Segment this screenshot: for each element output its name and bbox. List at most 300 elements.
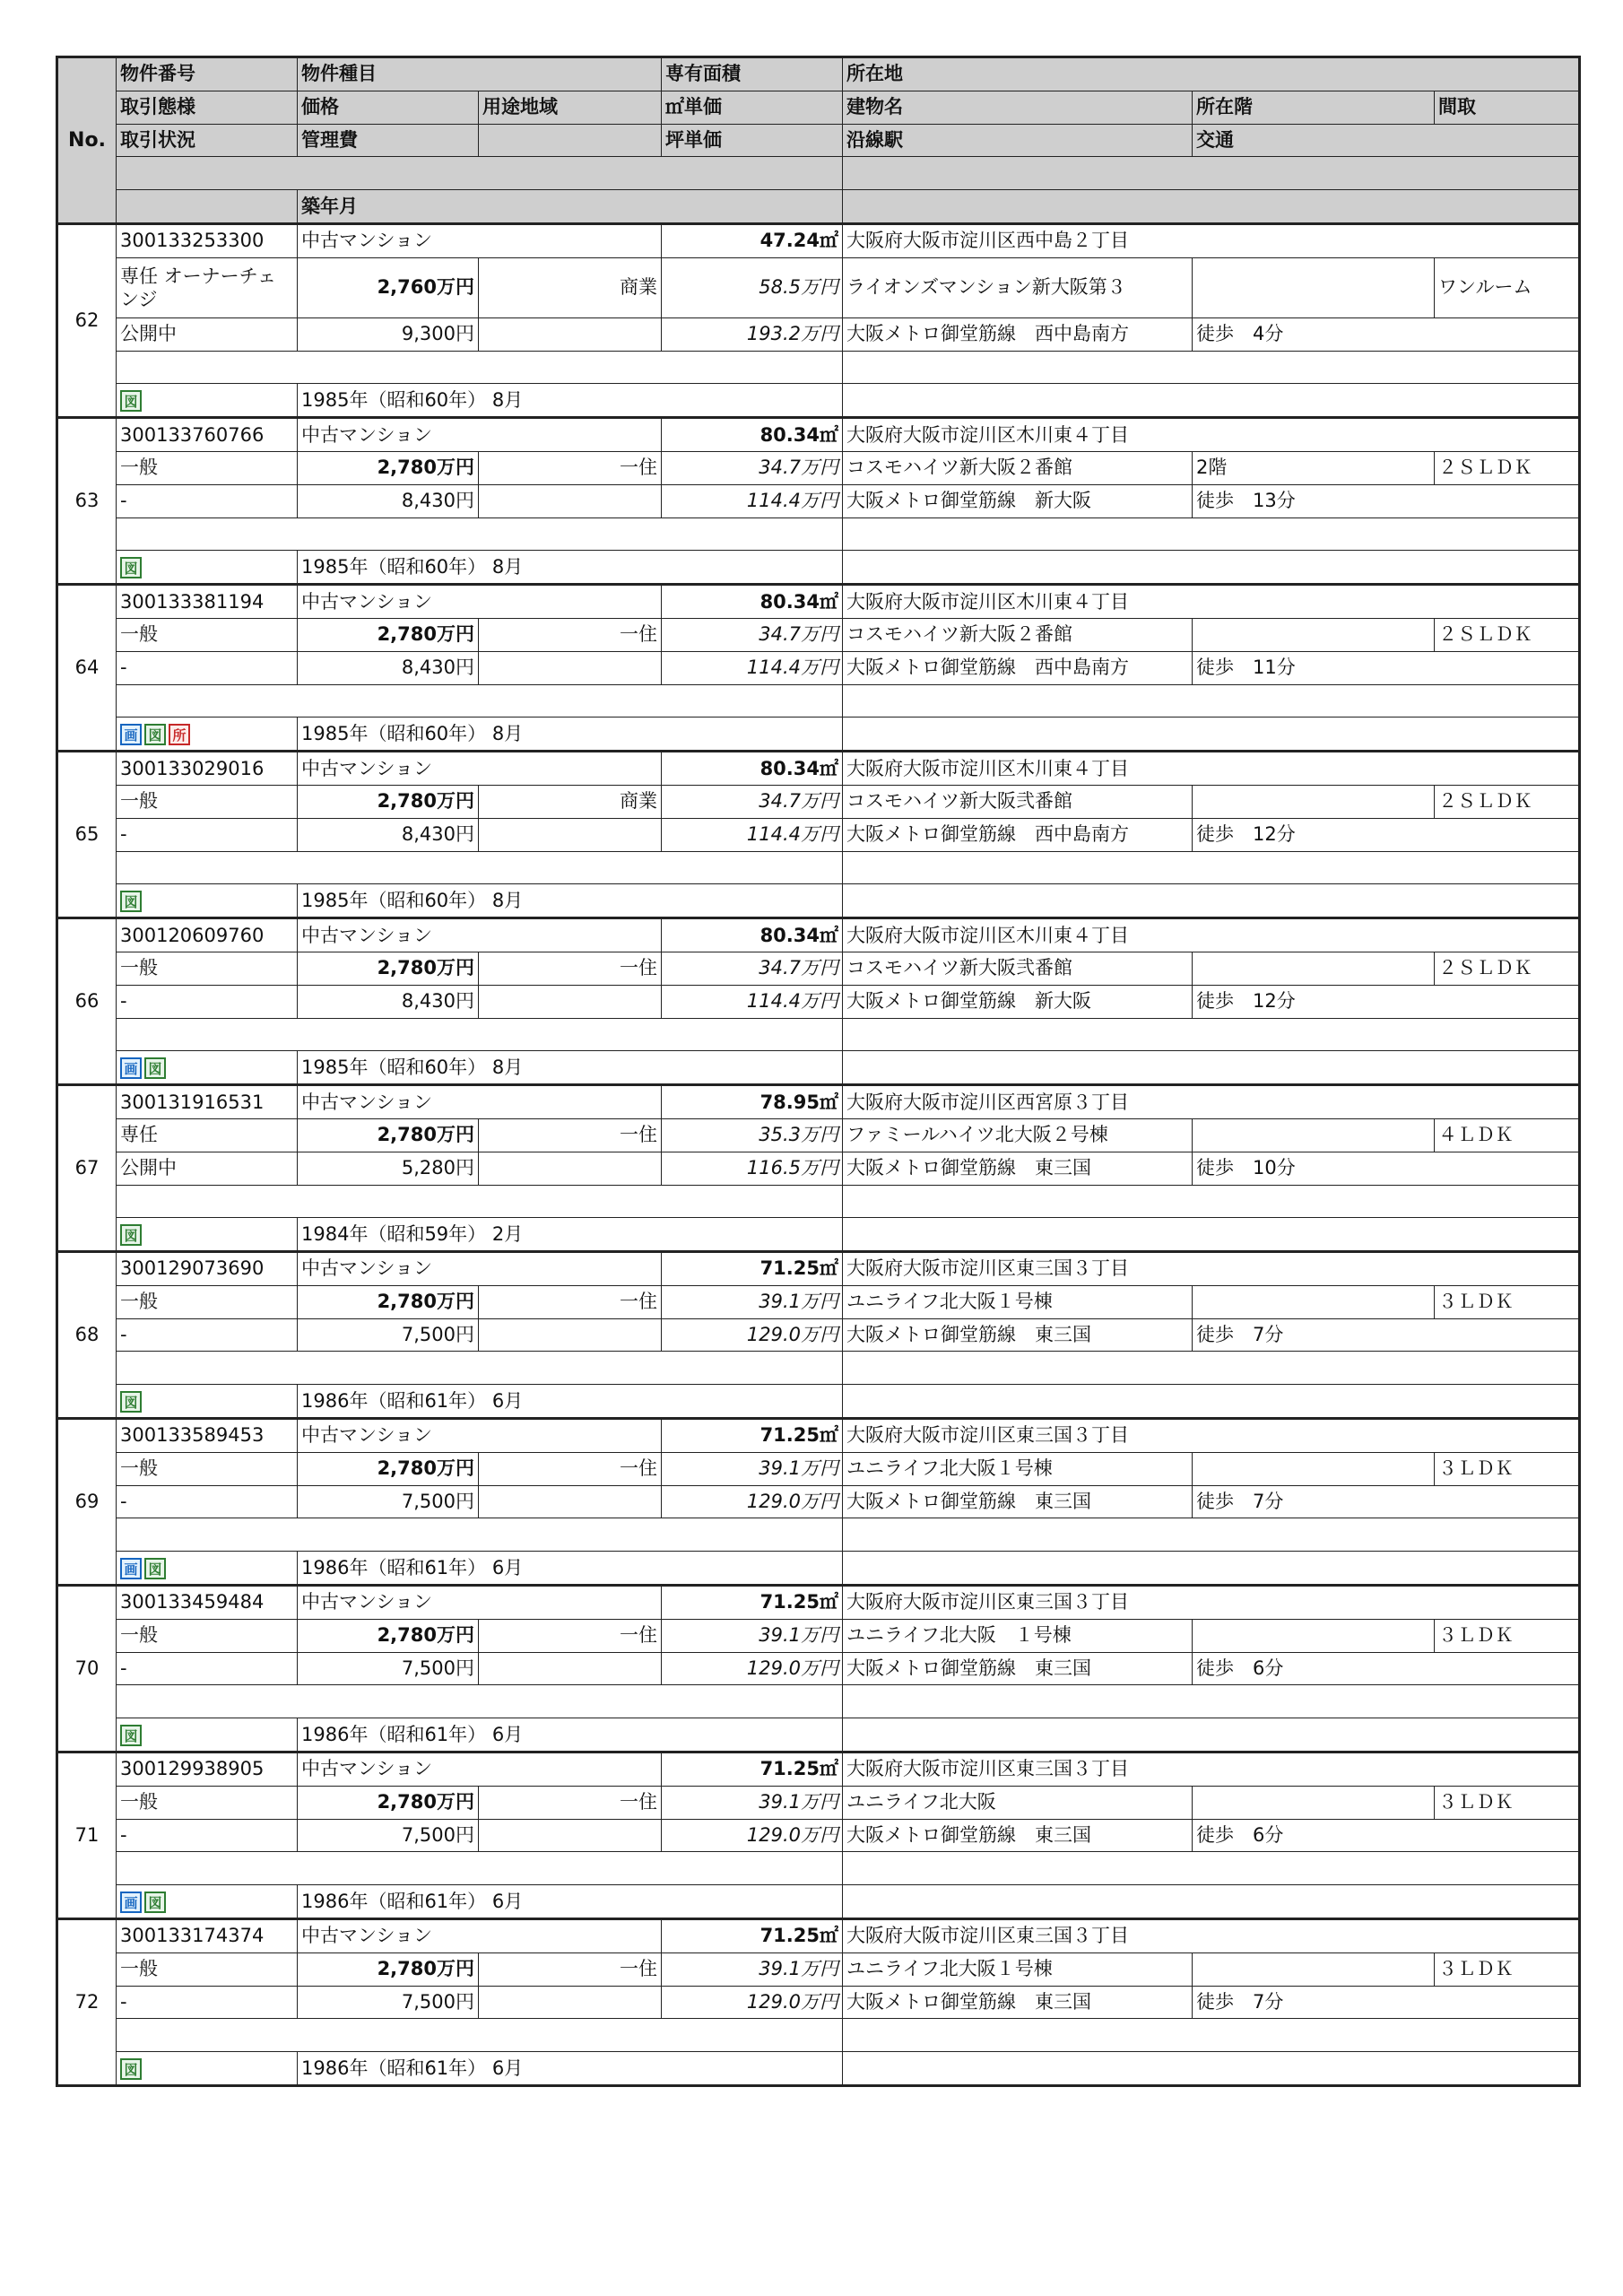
floor-area: 71.25㎡ — [662, 1586, 843, 1620]
floor — [1193, 1118, 1435, 1152]
table-row — [57, 785, 1580, 818]
record-no: 63 — [57, 418, 117, 585]
address: 大阪府大阪市淀川区西宮原３丁目 — [843, 1085, 1580, 1119]
table-row — [57, 2052, 1580, 2086]
line-station: 大阪メトロ御堂筋線 西中島南方 — [843, 317, 1193, 351]
zoning: 一住 — [479, 1952, 662, 1986]
layout: ３ＬＤＫ — [1435, 1452, 1580, 1485]
access: 徒歩 10分 — [1193, 1152, 1580, 1185]
line-station: 大阪メトロ御堂筋線 東三国 — [843, 1986, 1193, 2019]
zoning: 商業 — [479, 257, 662, 317]
table-row — [57, 1252, 1580, 1286]
attachment-icons — [117, 384, 298, 418]
table-row — [57, 752, 1580, 786]
built-date: 1985年（昭和60年） 8月 — [298, 884, 843, 918]
transaction-status: - — [117, 484, 298, 517]
tsubo-price: 114.4万円 — [662, 818, 843, 851]
blank-row-right — [843, 1685, 1580, 1718]
table-row — [57, 1152, 1580, 1185]
table-row — [57, 1085, 1580, 1119]
property-id: 300129938905 — [117, 1752, 298, 1787]
sqm-price: 34.7万円 — [662, 618, 843, 651]
property-type: 中古マンション — [298, 918, 662, 952]
management-fee: 7,500円 — [298, 1819, 479, 1852]
blank-cell — [479, 985, 662, 1018]
transaction-mode: 専任 — [117, 1118, 298, 1152]
building-name: コスモハイツ新大阪弐番館 — [843, 785, 1193, 818]
floor-area: 71.25㎡ — [662, 1919, 843, 1953]
price: 2,780万円 — [298, 618, 479, 651]
blank-cell — [479, 1819, 662, 1852]
blank-row — [117, 1685, 843, 1718]
table-row — [57, 618, 1580, 651]
floor-area: 80.34㎡ — [662, 585, 843, 619]
building-name: ユニライフ北大阪１号棟 — [843, 1285, 1193, 1318]
blank-cell — [479, 1986, 662, 2019]
sqm-price: 34.7万円 — [662, 952, 843, 985]
transaction-mode: 一般 — [117, 1452, 298, 1485]
transaction-status: - — [117, 818, 298, 851]
header-blank-cell — [117, 190, 298, 224]
transaction-status: - — [117, 1819, 298, 1852]
management-fee: 9,300円 — [298, 317, 479, 351]
header-built-date: 築年月 — [298, 190, 843, 224]
zoning: 商業 — [479, 785, 662, 818]
records-body — [57, 223, 1580, 2085]
transaction-mode: 一般 — [117, 1786, 298, 1819]
table-row — [57, 1452, 1580, 1485]
blank-right — [843, 1718, 1580, 1752]
transaction-status: - — [117, 1986, 298, 2019]
management-fee: 5,280円 — [298, 1152, 479, 1185]
record-no: 64 — [57, 585, 117, 752]
floor — [1193, 1285, 1435, 1318]
table-row — [57, 1586, 1580, 1620]
header-price: 価格 — [298, 91, 479, 124]
built-date: 1986年（昭和61年） 6月 — [298, 1885, 843, 1919]
record-no: 71 — [57, 1752, 117, 1919]
layout: ２ＳＬＤＫ — [1435, 618, 1580, 651]
floor-plan-icon[interactable]: 図 — [120, 891, 142, 912]
property-type: 中古マンション — [298, 418, 662, 452]
table-row — [57, 818, 1580, 851]
record-no: 72 — [57, 1919, 117, 2086]
building-name: ユニライフ北大阪 １号棟 — [843, 1619, 1193, 1652]
table-row — [57, 1051, 1580, 1085]
table-row — [57, 1552, 1580, 1586]
zoning: 一住 — [479, 1786, 662, 1819]
header-no: No. — [57, 57, 117, 224]
header-address: 所在地 — [843, 57, 1580, 91]
header-zoning: 用途地域 — [479, 91, 662, 124]
table-row — [57, 1419, 1580, 1453]
floor-plan-icon[interactable]: 図 — [144, 1558, 166, 1579]
transaction-mode: 一般 — [117, 1952, 298, 1986]
attachment-icons — [117, 1885, 298, 1919]
blank-row-right — [843, 851, 1580, 884]
access: 徒歩 6分 — [1193, 1819, 1580, 1852]
header-line-station: 沿線駅 — [843, 124, 1193, 157]
blank-right — [843, 1218, 1580, 1252]
blank-row — [117, 2019, 843, 2052]
transaction-mode: 一般 — [117, 451, 298, 484]
record-no: 65 — [57, 752, 117, 918]
table-row — [57, 351, 1580, 384]
price: 2,780万円 — [298, 1118, 479, 1152]
floor-plan-icon[interactable]: 図 — [120, 1725, 142, 1746]
table-row — [57, 1518, 1580, 1552]
access: 徒歩 12分 — [1193, 818, 1580, 851]
table-row — [57, 317, 1580, 351]
attachment-icons — [117, 1051, 298, 1085]
line-station: 大阪メトロ御堂筋線 西中島南方 — [843, 651, 1193, 684]
built-date: 1986年（昭和61年） 6月 — [298, 2052, 843, 2086]
header-tsubo-price: 坪単価 — [662, 124, 843, 157]
access: 徒歩 6分 — [1193, 1652, 1580, 1685]
blank-cell — [479, 818, 662, 851]
zoning: 一住 — [479, 1285, 662, 1318]
line-station: 大阪メトロ御堂筋線 東三国 — [843, 1485, 1193, 1518]
price: 2,780万円 — [298, 1285, 479, 1318]
address: 大阪府大阪市淀川区木川東４丁目 — [843, 918, 1580, 952]
address: 大阪府大阪市淀川区木川東４丁目 — [843, 752, 1580, 786]
layout: ２ＳＬＤＫ — [1435, 952, 1580, 985]
blank-cell — [479, 484, 662, 517]
floor — [1193, 1786, 1435, 1819]
table-row — [57, 1986, 1580, 2019]
attachment-icons — [117, 1552, 298, 1586]
building-name: ファミールハイツ北大阪２号棟 — [843, 1118, 1193, 1152]
blank-row-right — [843, 1518, 1580, 1552]
attachment-icons — [117, 1385, 298, 1419]
price: 2,780万円 — [298, 952, 479, 985]
zoning: 一住 — [479, 618, 662, 651]
access: 徒歩 11分 — [1193, 651, 1580, 684]
price: 2,780万円 — [298, 1952, 479, 1986]
attachment-icons — [117, 1218, 298, 1252]
header-property-id: 物件番号 — [117, 57, 298, 91]
photo-icon[interactable]: 画 — [120, 1892, 142, 1913]
access: 徒歩 13分 — [1193, 484, 1580, 517]
blank-right — [843, 551, 1580, 585]
blank-row-right — [843, 1018, 1580, 1051]
blank-right — [843, 384, 1580, 418]
floor-area: 71.25㎡ — [662, 1752, 843, 1787]
layout: ワンルーム — [1435, 257, 1580, 317]
blank-cell — [479, 317, 662, 351]
table-row — [57, 551, 1580, 585]
floor-plan-icon[interactable]: 図 — [120, 2058, 142, 2080]
built-date: 1985年（昭和60年） 8月 — [298, 1051, 843, 1085]
location-icon[interactable]: 所 — [169, 724, 190, 745]
photo-icon[interactable]: 画 — [120, 1558, 142, 1579]
layout: ４ＬＤＫ — [1435, 1118, 1580, 1152]
layout: ２ＳＬＤＫ — [1435, 785, 1580, 818]
layout: ２ＳＬＤＫ — [1435, 451, 1580, 484]
blank-right — [843, 718, 1580, 752]
tsubo-price: 129.0万円 — [662, 1485, 843, 1518]
floor-area: 80.34㎡ — [662, 752, 843, 786]
attachment-icons — [117, 1718, 298, 1752]
floor — [1193, 618, 1435, 651]
access: 徒歩 7分 — [1193, 1986, 1580, 2019]
record-no: 67 — [57, 1085, 117, 1252]
table-row — [57, 1118, 1580, 1152]
attachment-icons — [117, 2052, 298, 2086]
building-name: ユニライフ北大阪 — [843, 1786, 1193, 1819]
table-row — [57, 985, 1580, 1018]
header-sqm-price: ㎡単価 — [662, 91, 843, 124]
address: 大阪府大阪市淀川区木川東４丁目 — [843, 418, 1580, 452]
transaction-mode: 一般 — [117, 785, 298, 818]
property-type: 中古マンション — [298, 585, 662, 619]
blank-right — [843, 1885, 1580, 1919]
zoning: 一住 — [479, 451, 662, 484]
property-id: 300131916531 — [117, 1085, 298, 1119]
transaction-mode: 一般 — [117, 618, 298, 651]
built-date: 1985年（昭和60年） 8月 — [298, 718, 843, 752]
management-fee: 7,500円 — [298, 1485, 479, 1518]
line-station: 大阪メトロ御堂筋線 東三国 — [843, 1819, 1193, 1852]
price: 2,780万円 — [298, 1452, 479, 1485]
management-fee: 7,500円 — [298, 1652, 479, 1685]
blank-right — [843, 1385, 1580, 1419]
property-type: 中古マンション — [298, 752, 662, 786]
property-list-table — [56, 56, 1581, 2087]
table-header — [57, 57, 1580, 224]
address: 大阪府大阪市淀川区東三国３丁目 — [843, 1752, 1580, 1787]
address: 大阪府大阪市淀川区木川東４丁目 — [843, 585, 1580, 619]
attachment-icons — [117, 551, 298, 585]
property-type: 中古マンション — [298, 223, 662, 257]
blank-row — [117, 351, 843, 384]
photo-icon[interactable]: 画 — [120, 1057, 142, 1079]
price: 2,780万円 — [298, 785, 479, 818]
built-date: 1985年（昭和60年） 8月 — [298, 551, 843, 585]
built-date: 1985年（昭和60年） 8月 — [298, 384, 843, 418]
header-building-name: 建物名 — [843, 91, 1193, 124]
table-row — [57, 1285, 1580, 1318]
header-property-type: 物件種目 — [298, 57, 662, 91]
record-no: 68 — [57, 1252, 117, 1419]
table-row — [57, 223, 1580, 257]
blank-row-right — [843, 517, 1580, 551]
blank-row-right — [843, 684, 1580, 718]
table-row — [57, 1952, 1580, 1986]
property-id: 300133459484 — [117, 1586, 298, 1620]
property-id: 300129073690 — [117, 1252, 298, 1286]
floor — [1193, 1952, 1435, 1986]
floor-plan-icon[interactable]: 図 — [120, 1224, 142, 1246]
floor-area: 47.24㎡ — [662, 223, 843, 257]
access: 徒歩 7分 — [1193, 1485, 1580, 1518]
building-name: コスモハイツ新大阪２番館 — [843, 451, 1193, 484]
tsubo-price: 114.4万円 — [662, 985, 843, 1018]
built-date: 1986年（昭和61年） 6月 — [298, 1385, 843, 1419]
blank-row-right — [843, 1185, 1580, 1218]
table-row — [57, 1752, 1580, 1787]
floor-area: 78.95㎡ — [662, 1085, 843, 1119]
building-name: コスモハイツ新大阪２番館 — [843, 618, 1193, 651]
floor-plan-icon[interactable]: 図 — [120, 557, 142, 578]
property-id: 300133381194 — [117, 585, 298, 619]
record-no: 66 — [57, 918, 117, 1085]
management-fee: 8,430円 — [298, 484, 479, 517]
address: 大阪府大阪市淀川区西中島２丁目 — [843, 223, 1580, 257]
building-name: コスモハイツ新大阪弐番館 — [843, 952, 1193, 985]
tsubo-price: 129.0万円 — [662, 1652, 843, 1685]
transaction-status: - — [117, 985, 298, 1018]
access: 徒歩 12分 — [1193, 985, 1580, 1018]
blank-row — [117, 1352, 843, 1385]
transaction-status: - — [117, 1652, 298, 1685]
floor-plan-icon[interactable]: 図 — [144, 1057, 166, 1079]
price: 2,780万円 — [298, 1619, 479, 1652]
property-id: 300133589453 — [117, 1419, 298, 1453]
floor-plan-icon[interactable]: 図 — [120, 1391, 142, 1413]
property-type: 中古マンション — [298, 1085, 662, 1119]
building-name: ユニライフ北大阪１号棟 — [843, 1952, 1193, 1986]
transaction-mode: 一般 — [117, 1619, 298, 1652]
photo-icon[interactable]: 画 — [120, 724, 142, 745]
header-access: 交通 — [1193, 124, 1580, 157]
address: 大阪府大阪市淀川区東三国３丁目 — [843, 1419, 1580, 1453]
table-row — [57, 651, 1580, 684]
floor-area: 71.25㎡ — [662, 1252, 843, 1286]
layout: ３ＬＤＫ — [1435, 1952, 1580, 1986]
tsubo-price: 193.2万円 — [662, 317, 843, 351]
table-row — [57, 418, 1580, 452]
property-type: 中古マンション — [298, 1252, 662, 1286]
price: 2,780万円 — [298, 1786, 479, 1819]
blank-row — [117, 517, 843, 551]
property-type: 中古マンション — [298, 1586, 662, 1620]
header-blank-right — [843, 190, 1580, 224]
blank-row — [117, 1852, 843, 1885]
table-row — [57, 1718, 1580, 1752]
line-station: 大阪メトロ御堂筋線 東三国 — [843, 1652, 1193, 1685]
blank-right — [843, 1051, 1580, 1085]
table-row — [57, 1318, 1580, 1352]
table-row — [57, 517, 1580, 551]
sqm-price: 39.1万円 — [662, 1619, 843, 1652]
transaction-mode: 専任 オーナーチェンジ — [117, 257, 298, 317]
line-station: 大阪メトロ御堂筋線 東三国 — [843, 1318, 1193, 1352]
floor-plan-icon[interactable]: 図 — [144, 1892, 166, 1913]
floor-area: 71.25㎡ — [662, 1419, 843, 1453]
blank-row-right — [843, 1852, 1580, 1885]
address: 大阪府大阪市淀川区東三国３丁目 — [843, 1586, 1580, 1620]
tsubo-price: 116.5万円 — [662, 1152, 843, 1185]
table-row — [57, 1786, 1580, 1819]
management-fee: 8,430円 — [298, 818, 479, 851]
transaction-mode: 一般 — [117, 952, 298, 985]
built-date: 1986年（昭和61年） 6月 — [298, 1718, 843, 1752]
floor-plan-icon[interactable]: 図 — [120, 390, 142, 412]
address: 大阪府大阪市淀川区東三国３丁目 — [843, 1919, 1580, 1953]
table-row — [57, 1852, 1580, 1885]
table-row — [57, 684, 1580, 718]
management-fee: 8,430円 — [298, 651, 479, 684]
property-id: 300133029016 — [117, 752, 298, 786]
sqm-price: 39.1万円 — [662, 1952, 843, 1986]
property-id: 300133174374 — [117, 1919, 298, 1953]
management-fee: 8,430円 — [298, 985, 479, 1018]
blank-cell — [479, 1318, 662, 1352]
header-blank-row — [117, 157, 843, 190]
blank-right — [843, 2052, 1580, 2086]
property-type: 中古マンション — [298, 1419, 662, 1453]
header-layout: 間取 — [1435, 91, 1580, 124]
floor-plan-icon[interactable]: 図 — [144, 724, 166, 745]
floor — [1193, 952, 1435, 985]
table-row — [57, 1885, 1580, 1919]
transaction-mode: 一般 — [117, 1285, 298, 1318]
table-row — [57, 1018, 1580, 1051]
blank-cell — [479, 1152, 662, 1185]
property-type: 中古マンション — [298, 1752, 662, 1787]
floor-area: 80.34㎡ — [662, 418, 843, 452]
table-row — [57, 1385, 1580, 1419]
blank-row-right — [843, 1352, 1580, 1385]
price: 2,780万円 — [298, 451, 479, 484]
floor — [1193, 1452, 1435, 1485]
table-row — [57, 718, 1580, 752]
zoning: 一住 — [479, 1118, 662, 1152]
property-id: 300133760766 — [117, 418, 298, 452]
table-row — [57, 257, 1580, 317]
attachment-icons — [117, 718, 298, 752]
tsubo-price: 129.0万円 — [662, 1318, 843, 1352]
property-type: 中古マンション — [298, 1919, 662, 1953]
blank-row — [117, 1018, 843, 1051]
floor — [1193, 785, 1435, 818]
table-row — [57, 585, 1580, 619]
blank-row-right — [843, 2019, 1580, 2052]
blank-row — [117, 1185, 843, 1218]
table-row — [57, 884, 1580, 918]
layout: ３ＬＤＫ — [1435, 1285, 1580, 1318]
blank-cell — [479, 651, 662, 684]
management-fee: 7,500円 — [298, 1986, 479, 2019]
property-id: 300120609760 — [117, 918, 298, 952]
layout: ３ＬＤＫ — [1435, 1619, 1580, 1652]
zoning: 一住 — [479, 1619, 662, 1652]
transaction-status: - — [117, 1318, 298, 1352]
tsubo-price: 114.4万円 — [662, 484, 843, 517]
header-blank-row-right — [843, 157, 1580, 190]
floor-area: 80.34㎡ — [662, 918, 843, 952]
sqm-price: 34.7万円 — [662, 451, 843, 484]
table-row — [57, 1685, 1580, 1718]
header-blank — [479, 124, 662, 157]
blank-right — [843, 1552, 1580, 1586]
building-name: ライオンズマンション新大阪第３ — [843, 257, 1193, 317]
table-row — [57, 1218, 1580, 1252]
transaction-status: 公開中 — [117, 317, 298, 351]
table-row — [57, 451, 1580, 484]
sqm-price: 34.7万円 — [662, 785, 843, 818]
management-fee: 7,500円 — [298, 1318, 479, 1352]
table-row — [57, 1352, 1580, 1385]
record-no: 62 — [57, 223, 117, 417]
blank-row — [117, 1518, 843, 1552]
zoning: 一住 — [479, 1452, 662, 1485]
table-row — [57, 1485, 1580, 1518]
header-transaction-mode: 取引態様 — [117, 91, 298, 124]
floor: 2階 — [1193, 451, 1435, 484]
access: 徒歩 4分 — [1193, 317, 1580, 351]
